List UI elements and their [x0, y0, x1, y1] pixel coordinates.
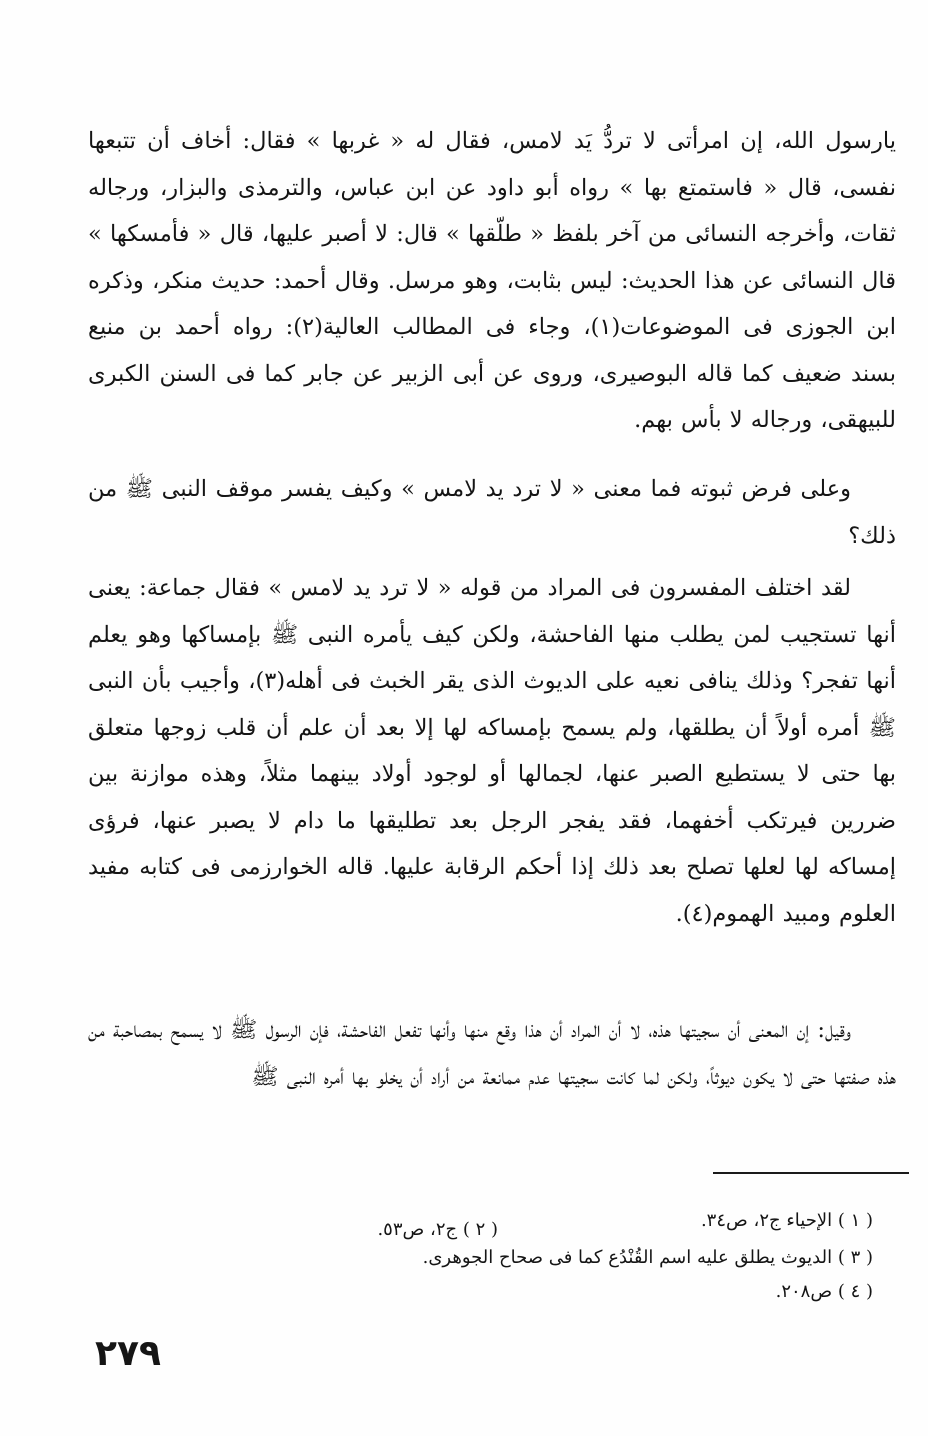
footnote-1: ( ١ ) الإحياء ج٢، ص٣٤.	[700, 1210, 873, 1231]
body-paragraph-4: وقيل: إن المعنى أن سجيتها هذه، لا أن المراد أن هذا وقع منها وأنها تفعل الفاحشة، فإن الرسول ﷺ لا يسمح بمصاحبة من هذه صفتها حتى لا يكون ديوثاً، ولكن لما كانت سجيتها عدم ممانعة من أراد أن يخلو بها أمره النبى ﷺ	[88, 1017, 896, 1090]
body-paragraph-1: يارسول الله، إن امرأتى لا تردُّ يَد لامس، فقال له « غربها » فقال: أخاف أن تتبعها نفسى، قال « فاستمتع بها » رواه أبو داود عن ابن عباس، والترمذى والبزار، ورجاله ثقات، وأخرجه النسائى من آخر بلفظ « طلّقها » قال: لا أصبر عليها، قال « فأمسكها » قال النسائى عن هذا الحديث: ليس بثابت، وهو مرسل. وقال أحمد: حديث منكر، وذكره ابن الجوزى فى الموضوعات(١)، وجاء فى المطالب العالية(٢): رواه أحمد بن منيع بسند ضعيف كما قاله البوصيرى، وروى عن أبى الزبير عن جابر كما فى السنن الكبرى للبيهقى، ورجاله لا بأس بهم.	[88, 128, 897, 433]
footnote-separator	[713, 1172, 909, 1174]
footnote-2: ( ٢ ) ج٢، ص٥٣.	[377, 1219, 498, 1240]
footnote-3: ( ٣ ) الديوث يطلق عليه اسم القُنْدُع كما فى صحاح الجوهرى.	[422, 1247, 873, 1268]
body-paragraph-3: لقد اختلف المفسرون فى المراد من قوله « لا ترد يد لامس » فقال جماعة: يعنى أنها تستجيب لمن يطلب منها الفاحشة، ولكن كيف يأمره النبى ﷺ بإمساكها وهو يعلم أنها تفجر؟ وذلك ينافى نعيه على الديوث الذى يقر الخبث فى أهله(٣)، وأجيب بأن النبى ﷺ أمره أولاً أن يطلقها، ولم يسمح بإمساكه لها إلا بعد أن علم أن قلب زوجها متعلق بها حتى لا يستطيع الصبر عنها، لجمالها أو لوجود أولاد بينهما مثلاً، وهذه موازنة بين ضررين فيرتكب أخفهما، فقد يفجر الرجل بعد تطليقها ما دام لا يصبر عنها، فرؤى إمساكه لها لعلها تصلح بعد ذلك إذا أحكم الرقابة عليها. قاله الخوارزمى فى كتابه مفيد العلوم ومبيد الهموم(٤).	[88, 575, 896, 927]
footnote-4: ( ٤ ) ص٢٠٨.	[775, 1281, 873, 1302]
body-paragraph-2: وعلى فرض ثبوته فما معنى « لا ترد يد لامس » وكيف يفسر موقف النبى ﷺ من ذلك؟	[88, 476, 896, 549]
page-number: ٢٧٩	[95, 1333, 161, 1374]
